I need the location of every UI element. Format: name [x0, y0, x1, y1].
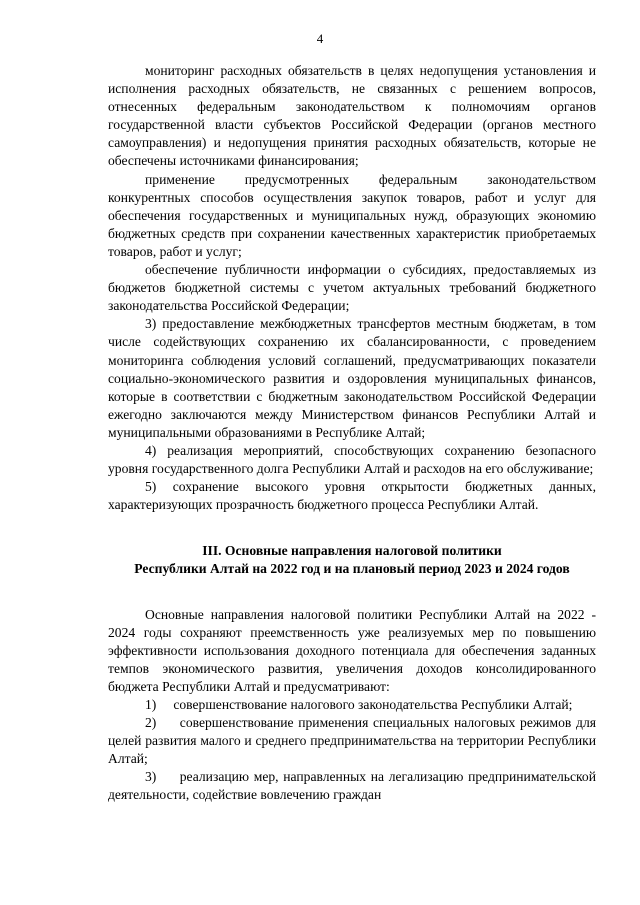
section-body [108, 606, 600, 805]
page-number: 4 [316, 31, 324, 46]
paragraph: Основные направления налоговой политики Республики Алтай на 2022 - 2024 годы сохраняют преемственность уже реализуемых мер по повышению эффективности использования доходного потенциала для обеспечения заданных темпов экономического развития, увеличения доходов консолидированного бюджета Республики Алтай и предусматривают: [108, 606, 596, 694]
paragraph: обеспечение публичности информации о субсидиях, предоставляемых из бюджетов бюджетной системы с учетом актуальных требований бюджетного законодательства Российской Федерации; [108, 262, 596, 314]
paragraph: 4) реализация мероприятий, способствующих сохранению безопасного уровня государственного долга Республики Алтай и расходов на его обслуживание; [108, 442, 596, 477]
paragraph: применение предусмотренных федеральным законодательством конкурентных способов осуществления закупок товаров, работ и услуг для обеспечения государственных и муниципальных нужд, образующих экономию бюджетных средств при сохранении качественных характеристик приобретаемых товаров, работ и услуг; [108, 171, 596, 259]
paragraph: 5) сохранение высокого уровня открытости бюджетных данных, характеризующих прозрачность бюджетного процесса Республики Алтай. [108, 479, 596, 513]
document-body [108, 62, 600, 805]
list-item: 2) совершенствование применения специальных налоговых режимов для целей развития малого и среднего предпринимательства на территории Республики Алтай; [108, 715, 600, 767]
paragraph: 3) предоставление межбюджетных трансфертов местным бюджетам, в том числе содействующих сохранению их сбалансированности, с проведением мониторинга соблюдения условий соглашений, предусматривающих показатели социально-экономического развития и оздоровления муниципальных финансов, которые в соответствии с бюджетным законодательством Российской Федерации ежегодно заключаются между Министерством финансов Республики Алтай и муниципальными образованиями в Республике Алтай; [108, 316, 596, 440]
section-heading [108, 542, 596, 578]
section-heading-line-2: Республики Алтай на 2022 год и на плановый период 2023 и 2024 годов [134, 561, 570, 577]
list-item: 1) совершенствование налогового законодательства Республики Алтай; [145, 697, 573, 712]
section-heading-line-1: III. Основные направления налоговой политики [202, 543, 502, 559]
paragraph: мониторинг расходных обязательств в целях недопущения установления и исполнения расходных обязательств, не связанных с решением вопросов, отнесенных федеральным законодательством к полномочиям органов государственной власти субъектов Российской Федерации (органов местного самоуправления) и недопущения принятия расходных обязательств, которые не обеспечены источниками финансирования; [108, 63, 596, 169]
list-item: 3) реализацию мер, направленных на легализацию предпринимательской деятельности, содействие вовлечению граждан [108, 769, 600, 803]
